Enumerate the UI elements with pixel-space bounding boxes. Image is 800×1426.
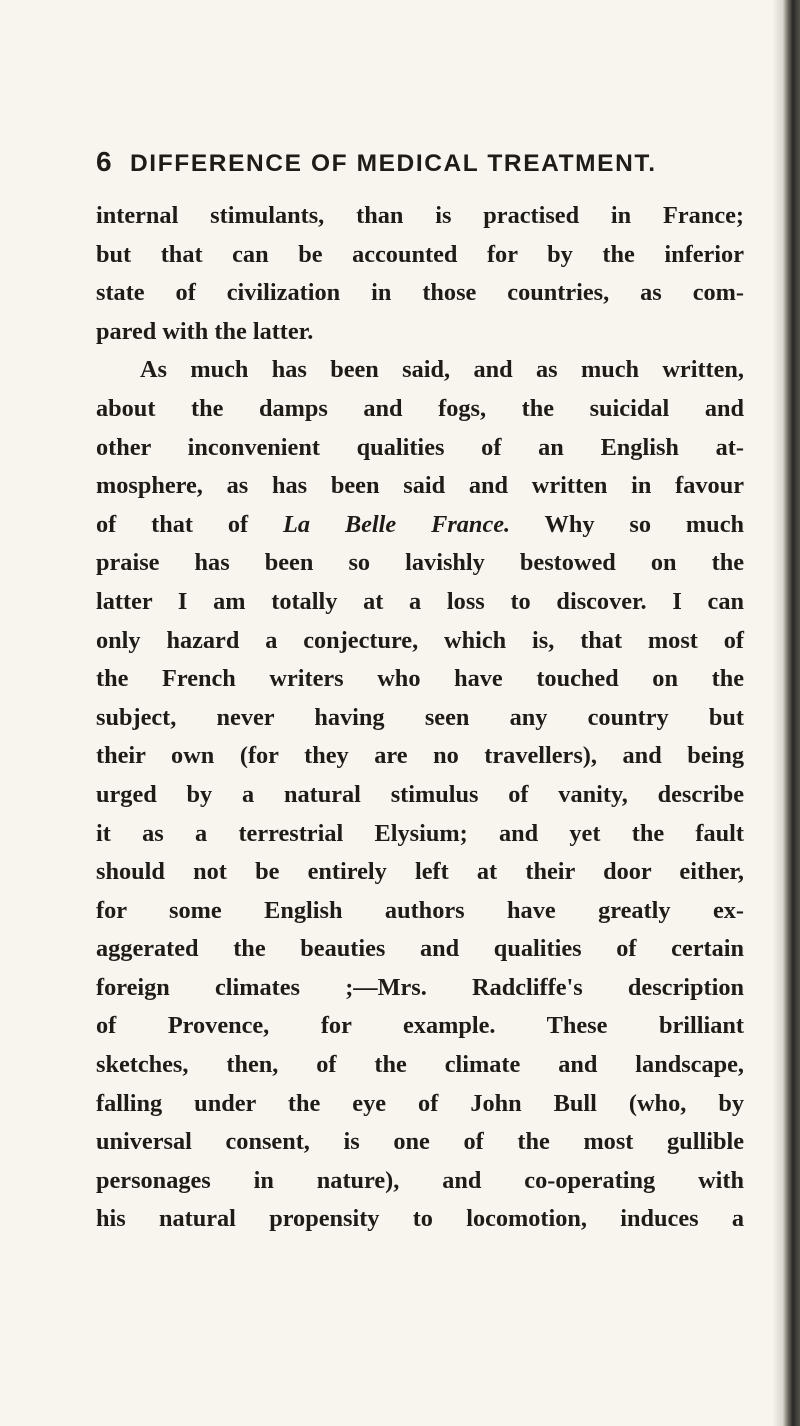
running-header bbox=[96, 146, 657, 178]
text-line: urged by a natural stimulus of vanity, describe bbox=[96, 780, 744, 808]
body-text bbox=[96, 197, 744, 1239]
text-line: it as a terrestrial Elysium; and yet the fault bbox=[96, 819, 744, 847]
text-line: As much has been said, and as much written, bbox=[140, 356, 744, 384]
text-line: pared with the latter. bbox=[96, 317, 314, 345]
text-line: should not be entirely left at their door either, bbox=[96, 858, 744, 886]
text-line: state of civilization in those countries, as com- bbox=[96, 279, 744, 307]
text-line: subject, never having seen any country but bbox=[96, 703, 744, 731]
text-line: falling under the eye of John Bull (who, by bbox=[96, 1089, 744, 1117]
text-line: universal consent, is one of the most gullible bbox=[96, 1128, 744, 1156]
text-line: the French writers who have touched on the bbox=[96, 665, 744, 693]
text-line: foreign climates ;—Mrs. Radcliffe's description bbox=[96, 973, 744, 1001]
running-title: DIFFERENCE OF MEDICAL TREATMENT. bbox=[130, 150, 657, 177]
text-line: for some English authors have greatly ex- bbox=[96, 896, 744, 924]
text-line: only hazard a conjecture, which is, that most of bbox=[96, 626, 744, 654]
text-line-with-italic bbox=[96, 506, 744, 545]
text-line: of Provence, for example. These brilliant bbox=[96, 1012, 744, 1040]
text-line: their own (for they are no travellers), and being bbox=[96, 742, 744, 770]
text-line: aggerated the beauties and qualities of certain bbox=[96, 935, 744, 963]
text-line: sketches, then, of the climate and landscape, bbox=[96, 1051, 744, 1079]
text-segment: Why so much bbox=[510, 510, 744, 538]
book-binding-edge bbox=[782, 0, 800, 1426]
text-line: his natural propensity to locomotion, induces a bbox=[96, 1205, 744, 1233]
text-line: internal stimulants, than is practised in France; bbox=[96, 202, 744, 229]
text-line: praise has been so lavishly bestowed on the bbox=[96, 549, 744, 577]
text-line: other inconvenient qualities of an English at- bbox=[96, 433, 744, 461]
page-number: 6 bbox=[96, 146, 112, 177]
text-line: latter I am totally at a loss to discover. I can bbox=[96, 587, 744, 615]
binding-shadow bbox=[772, 0, 782, 1426]
italic-title: La Belle France. bbox=[283, 510, 511, 538]
text-line: personages in nature), and co-operating with bbox=[96, 1166, 744, 1194]
text-line: but that can be accounted for by the inferior bbox=[96, 240, 744, 268]
text-segment: of that of bbox=[96, 510, 284, 538]
text-line: about the damps and fogs, the suicidal and bbox=[96, 394, 744, 422]
text-line: mosphere, as has been said and written in favour bbox=[96, 472, 744, 500]
